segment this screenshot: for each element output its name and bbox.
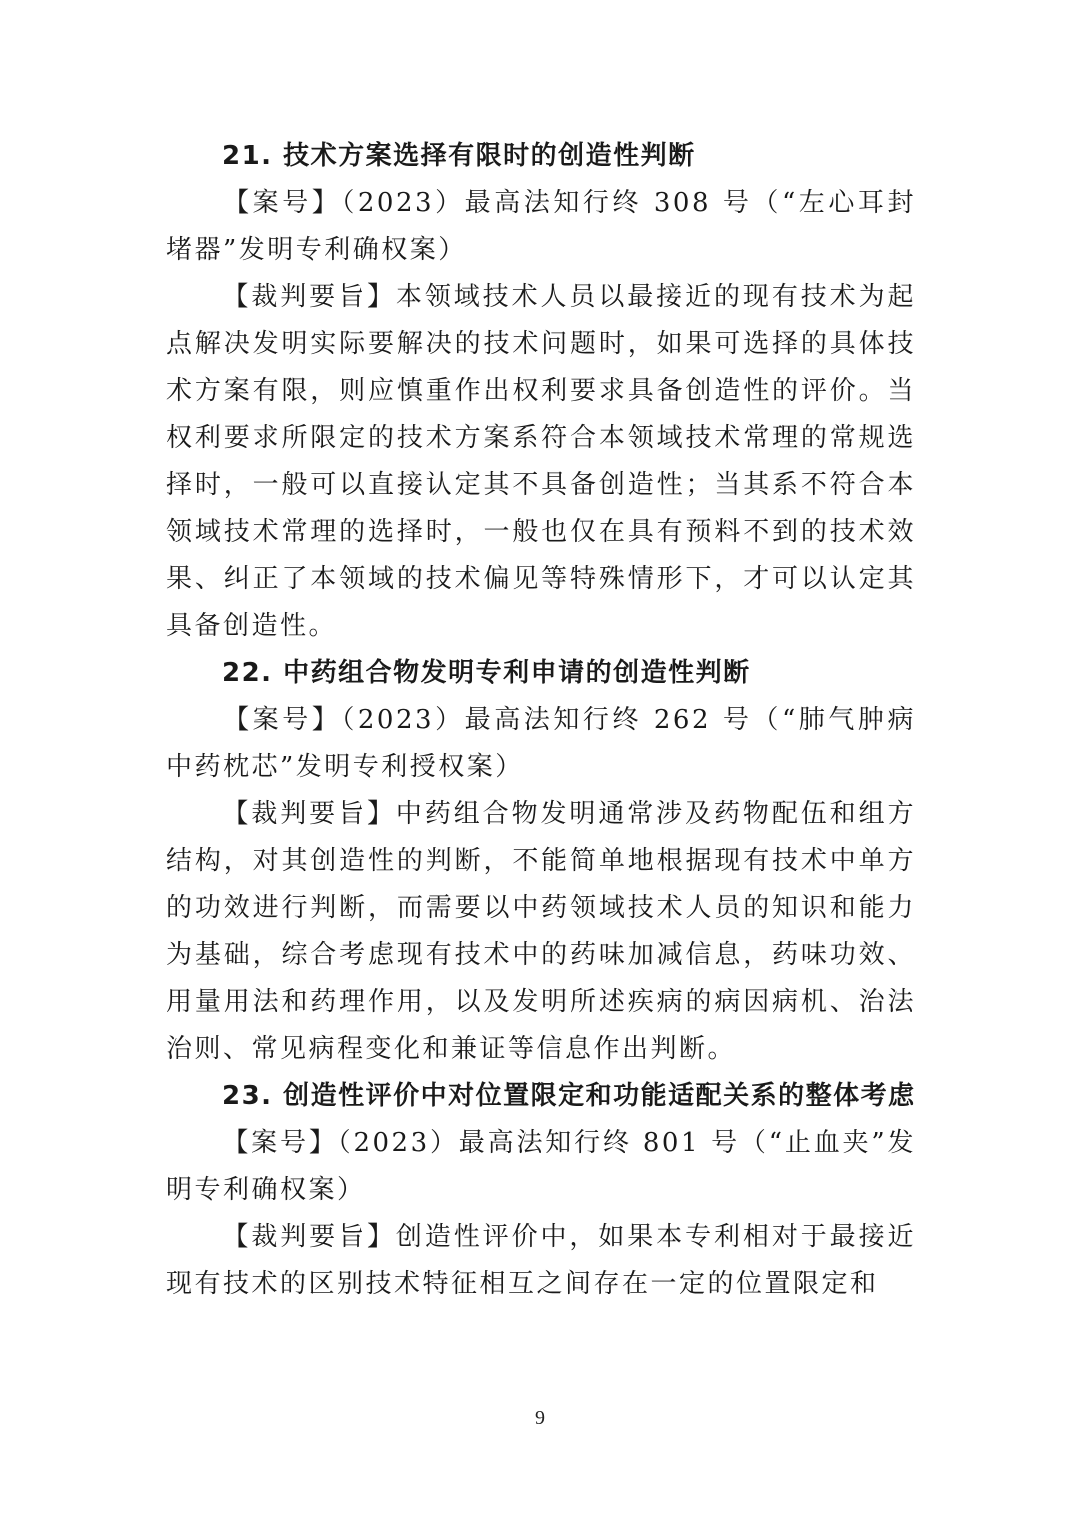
section-23 [166,1073,916,1308]
case-number-text: 【案号】（2023）最高法知行终 308 号（“左心耳封堵器”发明专利确权案） [166,188,916,265]
section-21 [166,133,916,650]
section-22 [166,650,916,1073]
judgment-gist-paragraph [166,274,916,650]
case-number-text: 【案号】（2023）最高法知行终 801 号（“止血夹”发明专利确权案） [166,1128,916,1205]
document-page [166,133,916,1308]
case-number-paragraph [166,1120,916,1214]
judgment-gist-paragraph [166,1214,916,1308]
section-heading: 21. 技术方案选择有限时的创造性判断 [222,141,696,171]
judgment-gist-text: 【裁判要旨】创造性评价中，如果本专利相对于最接近现有技术的区别技术特征相互之间存在一定的位置限定和 [166,1222,916,1299]
case-number-paragraph [166,180,916,274]
section-heading: 22. 中药组合物发明专利申请的创造性判断 [222,658,751,688]
case-number-text: 【案号】（2023）最高法知行终 262 号（“肺气肿病中药枕芯”发明专利授权案） [166,705,916,782]
judgment-gist-paragraph [166,791,916,1073]
judgment-gist-text: 【裁判要旨】本领域技术人员以最接近的现有技术为起点解决发明实际要解决的技术问题时，如果可选择的具体技术方案有限，则应慎重作出权利要求具备创造性的评价。当权利要求所限定的技术方案系符合本领域技术常理的常规选择时，一般可以直接认定其不具备创造性；当其系不符合本领域技术常理的选择时，一般也仅在具有预料不到的技术效果、纠正了本领域的技术偏见等特殊情形下，才可以认定其具备创造性。 [166,282,916,641]
section-heading: 23. 创造性评价中对位置限定和功能适配关系的整体考虑 [222,1081,916,1111]
case-number-paragraph [166,697,916,791]
judgment-gist-text: 【裁判要旨】中药组合物发明通常涉及药物配伍和组方结构，对其创造性的判断，不能简单地根据现有技术中单方的功效进行判断，而需要以中药领域技术人员的知识和能力为基础，综合考虑现有技术中的药味加减信息，药味功效、用量用法和药理作用，以及发明所述疾病的病因病机、治法治则、常见病程变化和兼证等信息作出判断。 [166,799,916,1064]
page-number: 9 [535,1407,545,1429]
